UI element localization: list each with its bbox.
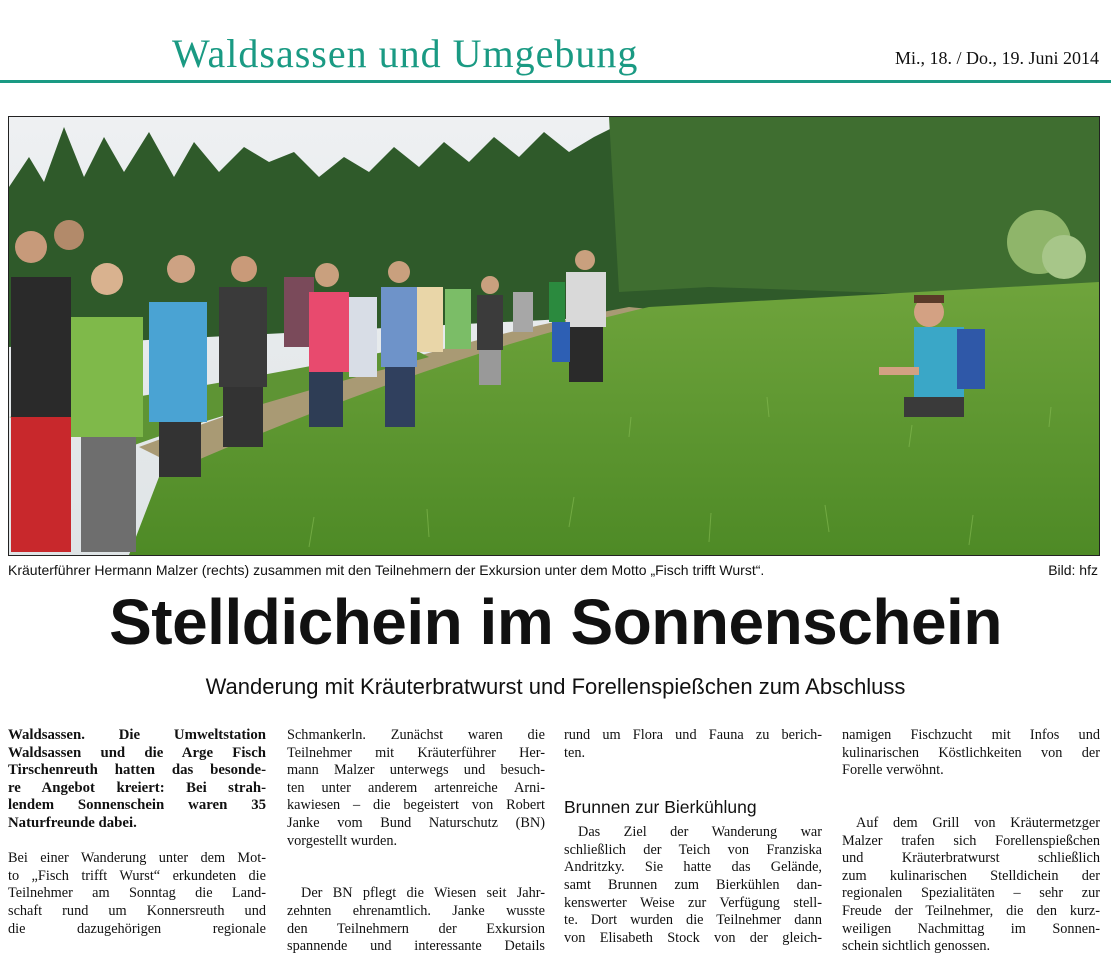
- text-line: zehnten ehrenamtlich. Janke wusste: [287, 902, 545, 919]
- text-line: Waldsassen und die Arge Fisch: [8, 744, 266, 761]
- text-line: spannende und interessante Details: [287, 938, 545, 955]
- text-line: mann Malzer unterwegs und besuch-: [287, 762, 545, 779]
- column-1: [8, 727, 266, 938]
- text-line: regionalen Spezialitäten – sehr zur: [842, 885, 1100, 902]
- header-rule: [0, 80, 1111, 83]
- text-line: Freude der Teilnehmer, die den kurz-: [842, 902, 1100, 919]
- text-line: schließlich der Teich von Franziska: [564, 841, 822, 858]
- text-line: von Elisabeth Stock von der gleich-: [564, 929, 822, 946]
- text-line: Teilnehmer am Sonntag die Land-: [8, 885, 266, 902]
- text-line: samt Brunnen zum Bierkühlen dan-: [564, 876, 822, 893]
- section-title: Waldsassen und Umgebung: [172, 31, 639, 76]
- subheadline: Wanderung mit Kräuterbratwurst und Forellenspießchen zum Abschluss: [205, 674, 906, 699]
- text-line: te. Dort wurden die Teilnehmer dann: [564, 912, 822, 929]
- photo-caption: [8, 562, 1098, 578]
- body-paragraph: [564, 727, 822, 762]
- text-line: Bei einer Wanderung unter dem Mot-: [8, 850, 266, 867]
- body-paragraph: [287, 885, 545, 955]
- text-line: re Angebot kreiert: Bei strah-: [8, 779, 266, 796]
- text-line: ten.: [564, 744, 586, 761]
- text-line: Tirschenreuth hatten das besonde-: [8, 762, 266, 779]
- text-line: Auf dem Grill von Kräutermetzger: [856, 814, 1100, 831]
- text-line: lendem Sonnenschein waren 35: [8, 797, 266, 814]
- text-line: rund um Flora und Fauna zu berich-: [564, 727, 822, 743]
- text-line: Andritzky. Sie hatte das Gelände,: [564, 859, 822, 876]
- paragraph-gap: [8, 833, 266, 851]
- text-line: Malzer trafen sich Forellenspießchen: [842, 832, 1100, 849]
- text-line: vorgestellt wurden.: [287, 832, 398, 849]
- text-line: Janke vom Bund Naturschutz (BN): [287, 814, 545, 831]
- text-line: kulinarischen Köstlichkeiten von der: [842, 744, 1100, 761]
- body-paragraph: [842, 727, 1100, 780]
- text-line: zum kulinarischen Stelldichein der: [842, 867, 1100, 884]
- body-paragraph: [842, 815, 1100, 956]
- text-line: Naturfreunde dabei.: [8, 814, 137, 831]
- headline: Stelldichein im Sonnenschein: [109, 586, 1002, 658]
- text-line: to „Fisch trifft Wurst“ erkundeten die: [8, 867, 266, 884]
- text-line: weiligen Nachmittag im Sonnen-: [842, 920, 1100, 937]
- paragraph-gap: [287, 868, 545, 886]
- text-line: kawiesen – die begeistert von Robert: [287, 797, 545, 814]
- paragraph-gap: [564, 762, 822, 796]
- text-line: schaft rund um Konnersreuth und: [8, 902, 266, 919]
- paragraph-gap: [842, 797, 1100, 815]
- text-line: kenswerter Weise zur Verfügung stell-: [564, 894, 822, 911]
- section-subhead: Brunnen zur Bierkühlung: [564, 797, 757, 818]
- text-line: und Kräuterbratwurst schließlich: [842, 850, 1100, 867]
- body-paragraph: [287, 727, 545, 850]
- issue-date: Mi., 18. / Do., 19. Juni 2014: [894, 48, 1099, 68]
- text-line: Schmankerln. Zunächst waren die: [287, 727, 545, 743]
- text-line: schein sichtlich genossen.: [842, 938, 991, 955]
- text-line: Teilnehmer mit Kräuterführer Her-: [287, 744, 545, 761]
- text-line: Der BN pflegt die Wiesen seit Jahr-: [301, 885, 545, 902]
- lead-paragraph: [8, 727, 266, 833]
- text-line: Das Ziel der Wanderung war: [578, 824, 822, 841]
- text-line: Waldsassen. Die Umweltstation: [8, 727, 266, 743]
- photo-credit: Bild: hfz: [1048, 562, 1098, 578]
- text-line: ten unter anderem artenreiche Arni-: [287, 779, 545, 796]
- column-4: [842, 727, 1100, 956]
- article-photo: [8, 116, 1100, 556]
- column-2: [287, 727, 545, 956]
- column-3: [564, 727, 822, 947]
- text-line: namigen Fischzucht mit Infos und: [842, 727, 1100, 743]
- text-line: Forelle verwöhnt.: [842, 762, 944, 779]
- text-line: den Teilnehmern der Exkursion: [287, 920, 545, 937]
- paragraph-gap: [287, 850, 545, 868]
- body-paragraph: [8, 850, 266, 938]
- caption-text: Kräuterführer Hermann Malzer (rechts) zusammen mit den Teilnehmern der Exkursion unter dem Motto „Fisch trifft Wurst“.: [8, 562, 765, 578]
- body-paragraph: [564, 824, 822, 947]
- paragraph-gap: [842, 780, 1100, 798]
- text-line: die dazugehörigen regionale: [8, 920, 266, 937]
